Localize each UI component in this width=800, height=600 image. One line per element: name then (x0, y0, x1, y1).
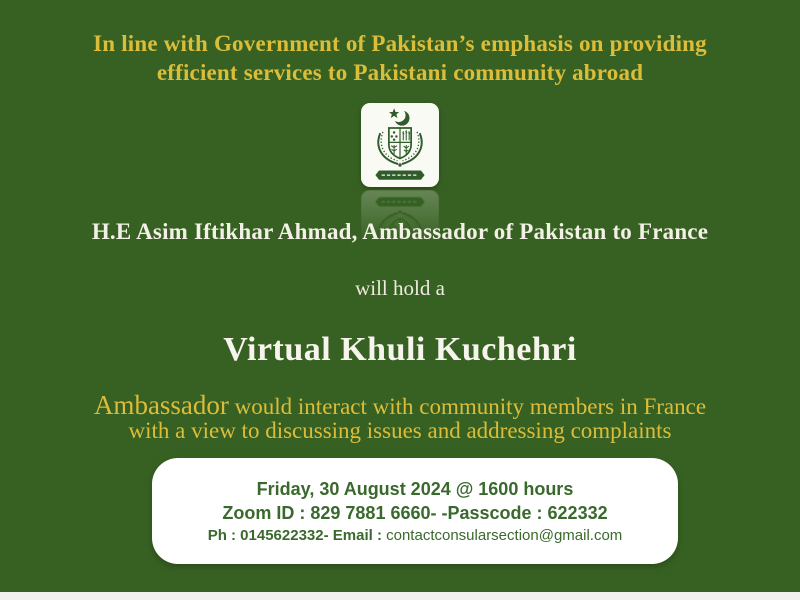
contact-info (208, 527, 623, 544)
description-lead-word: Ambassador (93, 390, 229, 420)
header-line-1: In line with Government of Pakistan’s emphasis on providing (93, 31, 707, 56)
event-info-box (152, 458, 678, 564)
ambassador-name-line: H.E Asim Iftikhar Ahmad, Ambassador of Pakistan to France (91, 219, 709, 244)
pakistan-state-emblem-icon (361, 103, 439, 187)
description-line-2: with a view to discussing issues and addressing complaints (128, 418, 672, 443)
description-line-1-rest: would interact with community members in France (228, 394, 707, 419)
event-title: Virtual Khuli Kuchehri (223, 331, 577, 368)
bottom-margin-strip (0, 592, 800, 600)
zoom-credentials: Zoom ID : 829 7881 6660- -Passcode : 622332 (222, 502, 608, 523)
event-datetime: Friday, 30 August 2024 @ 1600 hours (256, 478, 574, 499)
contact-phone-label: Ph : 0145622332- Email : (207, 526, 387, 544)
header-line-2: efficient services to Pakistani community abroad (156, 60, 644, 85)
contact-email: contactconsularsection@gmail.com (386, 526, 623, 544)
connector-text: will hold a (355, 276, 445, 300)
emblem-area (0, 103, 800, 274)
emblem-svg (366, 107, 434, 183)
description-line-1 (0, 390, 800, 421)
